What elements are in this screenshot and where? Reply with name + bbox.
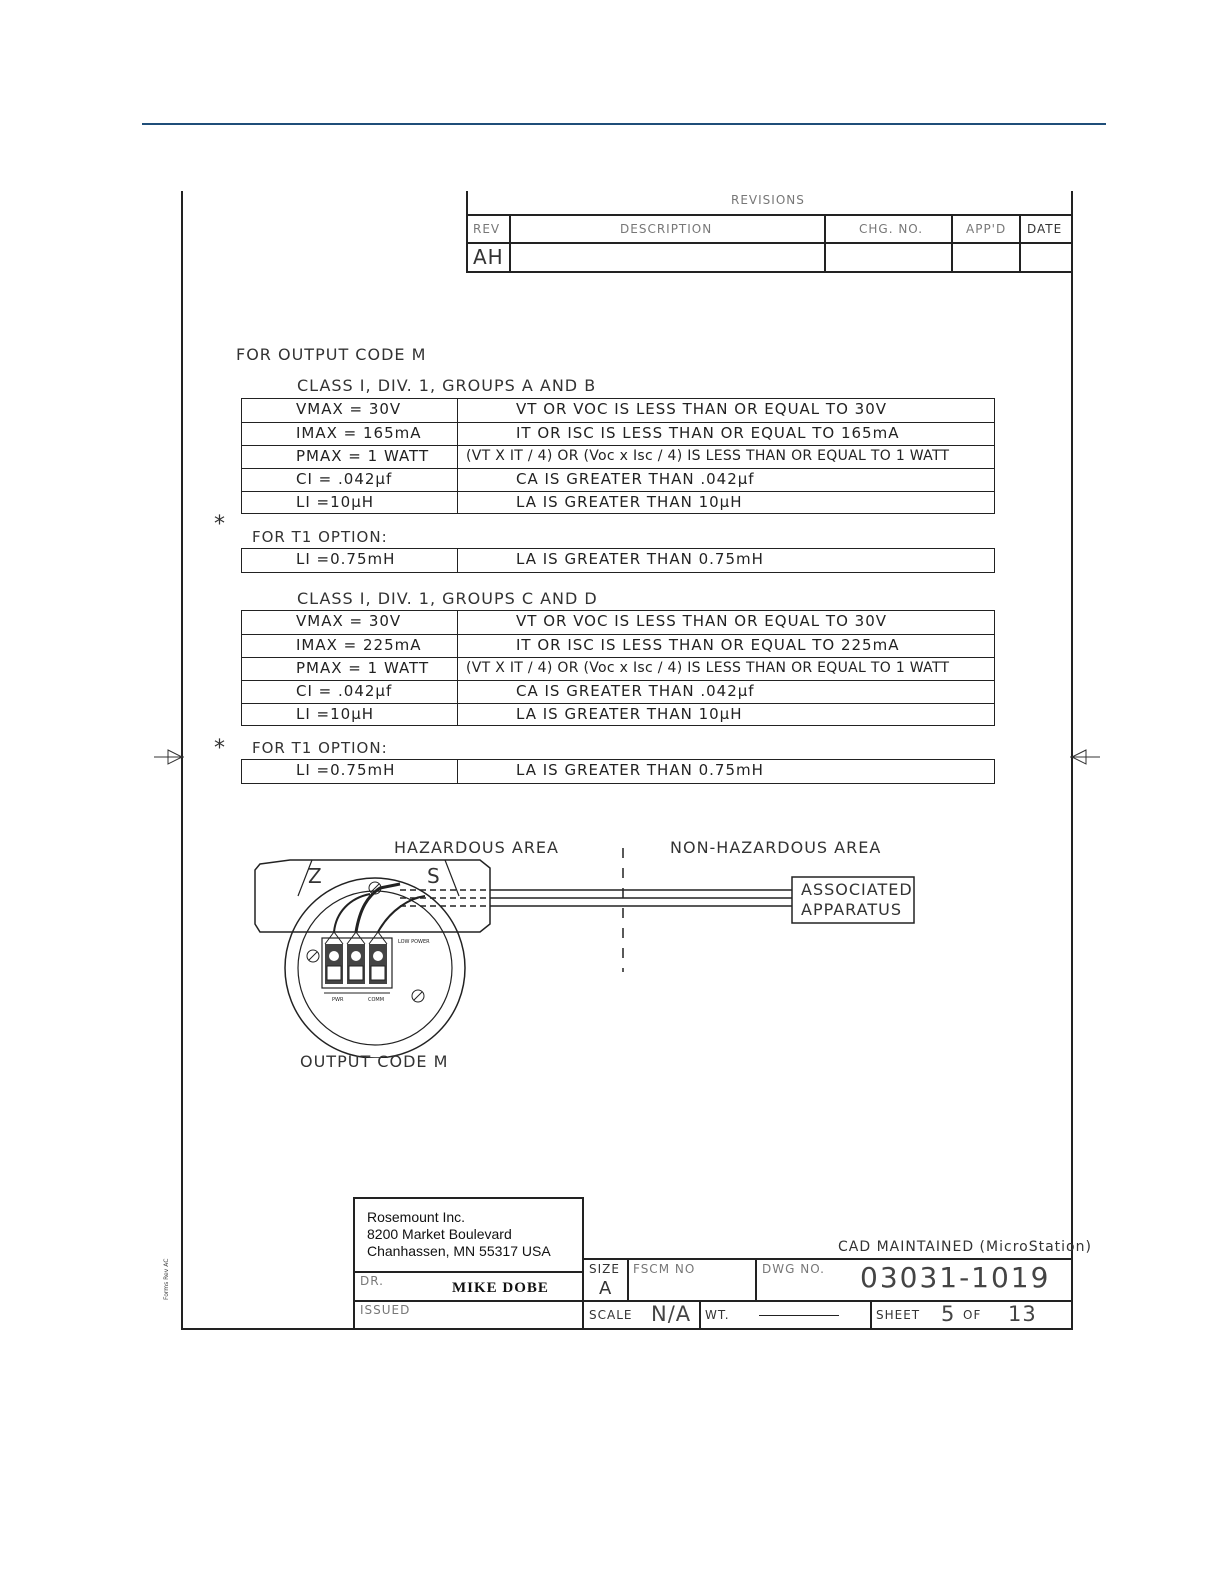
form-revision: Forms Rev AC <box>163 1258 170 1300</box>
table-row: VMAX = 30V VT OR VOC IS LESS THAN OR EQUAL TO 30V <box>242 611 994 634</box>
groups-ab-table <box>241 398 995 514</box>
table-row: LI =0.75mH LA IS GREATER THAN 0.75mH <box>242 549 994 572</box>
groups-cd-t1-label: FOR T1 OPTION: <box>252 739 388 757</box>
scale-label: SCALE <box>589 1308 633 1322</box>
scale-value: N/A <box>651 1302 692 1326</box>
appd-header: APP'D <box>966 222 1007 236</box>
section-title: FOR OUTPUT CODE M <box>236 345 427 364</box>
table-row: LI =10µH LA IS GREATER THAN 10µH <box>242 491 994 514</box>
groups-ab-t1-table <box>241 548 995 573</box>
issued-label: ISSUED <box>360 1303 411 1317</box>
sheet-total: 13 <box>1008 1302 1037 1326</box>
non-hazardous-area-label: NON-HAZARDOUS AREA <box>670 838 882 857</box>
sheet-label: SHEET <box>876 1308 921 1322</box>
revisions-title: REVISIONS <box>731 193 805 207</box>
table-row: CI = .042µf CA IS GREATER THAN .042µf <box>242 680 994 703</box>
groups-cd-t1-table <box>241 759 995 784</box>
hazardous-area-label: HAZARDOUS AREA <box>394 838 559 857</box>
rev-header: REV <box>473 222 501 236</box>
company-address2: Chanhassen, MN 55317 USA <box>367 1243 551 1259</box>
drawing-number: 03031-1019 <box>860 1261 1051 1294</box>
diagram-caption: OUTPUT CODE M <box>300 1052 449 1071</box>
wt-label: WT. <box>705 1308 730 1322</box>
cad-maintained: CAD MAINTAINED (MicroStation) <box>838 1239 1092 1255</box>
dwg-label: DWG NO. <box>762 1262 825 1276</box>
chg-no-header: CHG. NO. <box>859 222 924 236</box>
rev-value: AH <box>473 245 504 269</box>
frame-bottom <box>181 1328 1073 1330</box>
company-name: Rosemount Inc. <box>367 1209 466 1225</box>
groups-ab-t1-label: FOR T1 OPTION: <box>252 528 388 546</box>
table-row: CI = .042µf CA IS GREATER THAN .042µf <box>242 468 994 491</box>
z-label: Z <box>308 864 323 888</box>
s-label: S <box>427 864 441 888</box>
table-row: IMAX = 165mA IT OR ISC IS LESS THAN OR EQUAL TO 165mA <box>242 422 994 445</box>
apparatus-line1: ASSOCIATED <box>801 880 913 899</box>
apparatus-line2: APPARATUS <box>801 900 902 919</box>
svg-text:COMM: COMM <box>368 997 385 1003</box>
terminal-block-icon <box>322 932 392 1003</box>
drafter-name: MIKE DOBE <box>452 1280 549 1296</box>
size-label: SIZE <box>589 1262 620 1276</box>
asterisk-ab: * <box>214 512 226 537</box>
sheet-number: 5 <box>941 1302 956 1326</box>
asterisk-cd: * <box>214 736 226 761</box>
table-row: LI =0.75mH LA IS GREATER THAN 0.75mH <box>242 760 994 783</box>
description-header: DESCRIPTION <box>620 222 713 236</box>
of-label: OF <box>963 1308 982 1322</box>
fscm-label: FSCM NO <box>633 1262 696 1276</box>
groups-cd-title: CLASS I, DIV. 1, GROUPS C AND D <box>297 589 598 608</box>
groups-ab-title: CLASS I, DIV. 1, GROUPS A AND B <box>297 376 597 395</box>
center-mark-left-icon <box>152 746 186 768</box>
date-header: DATE <box>1027 222 1063 236</box>
header-rule <box>142 123 1106 125</box>
groups-cd-table <box>241 610 995 726</box>
company-address1: 8200 Market Boulevard <box>367 1226 512 1242</box>
dr-label: DR. <box>360 1274 384 1288</box>
svg-text:PWR: PWR <box>332 997 344 1003</box>
table-row: VMAX = 30V VT OR VOC IS LESS THAN OR EQUAL TO 30V <box>242 399 994 422</box>
center-mark-right-icon <box>1068 746 1102 768</box>
terminal-label: LOW POWER <box>398 939 430 945</box>
table-row: IMAX = 225mA IT OR ISC IS LESS THAN OR EQUAL TO 225mA <box>242 634 994 657</box>
table-row: PMAX = 1 WATT (VT X IT / 4) OR (Voc x Isc / 4) IS LESS THAN OR EQUAL TO 1 WATT <box>242 445 994 468</box>
table-row: LI =10µH LA IS GREATER THAN 10µH <box>242 703 994 726</box>
size-value: A <box>599 1278 613 1299</box>
table-row: PMAX = 1 WATT (VT X IT / 4) OR (Voc x Isc / 4) IS LESS THAN OR EQUAL TO 1 WATT <box>242 657 994 680</box>
